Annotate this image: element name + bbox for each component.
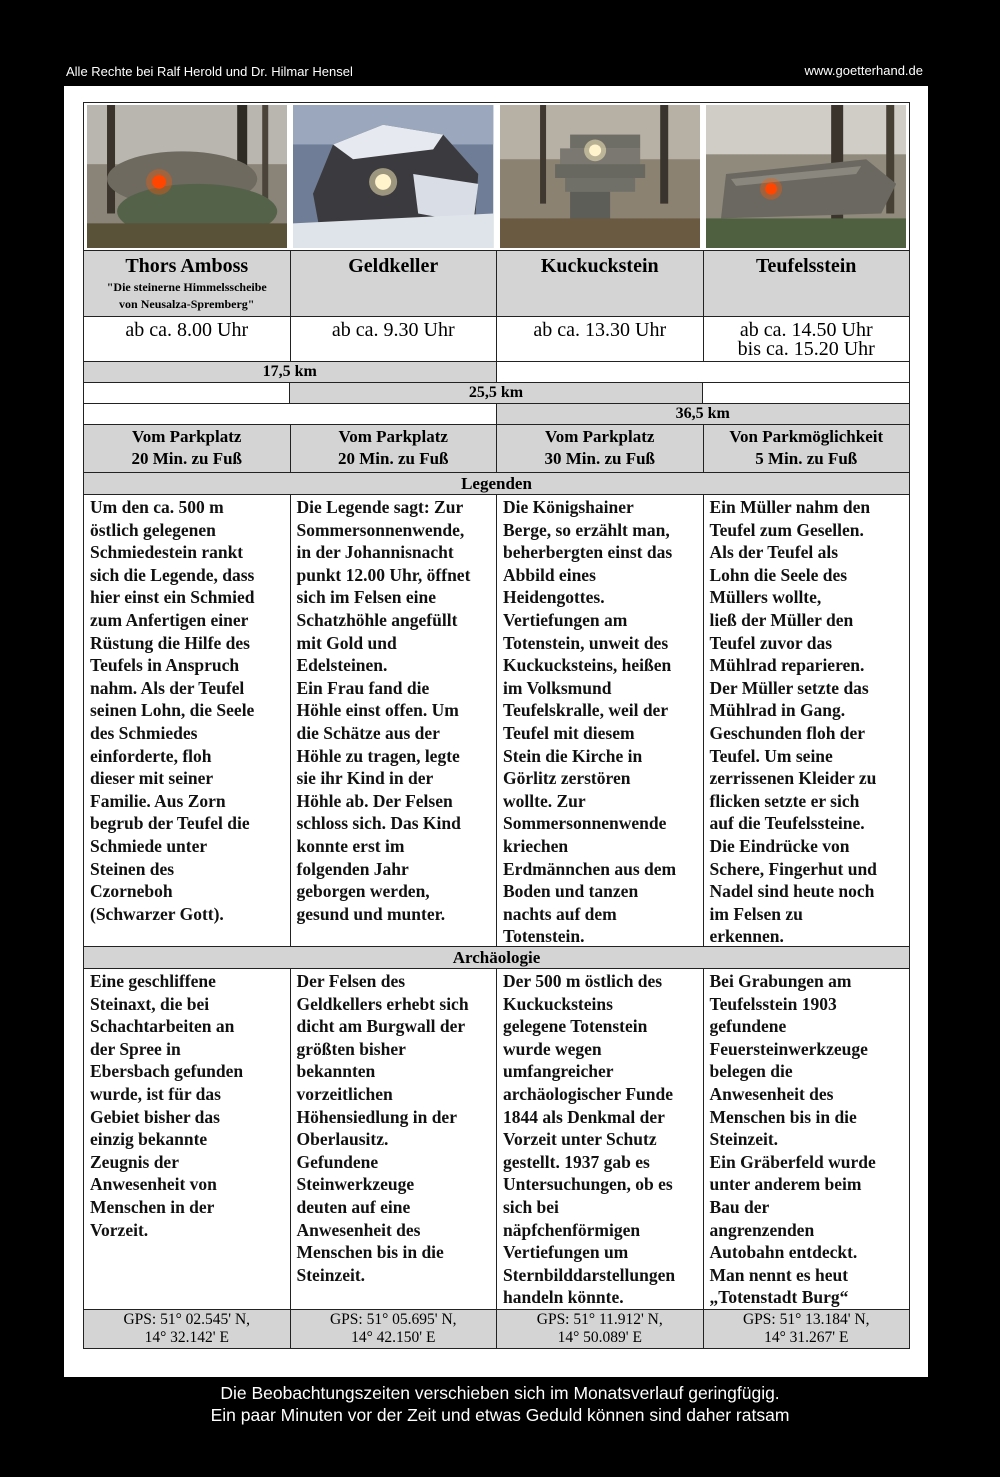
legend-line: Stein die Kirche in — [503, 745, 643, 766]
archaeology-line: gestellt. 1937 gab es — [503, 1151, 650, 1172]
legend-line: folgenden Jahr — [296, 858, 409, 879]
archaeology-line: Anwesenheit des — [709, 1083, 834, 1104]
legend-line: Teufel zuvor das — [709, 632, 833, 653]
distance-label: 25,5 km — [290, 383, 703, 403]
gps-line: GPS: 51° 11.912' N, — [536, 1311, 663, 1328]
legend-line: Ein Frau fand die — [296, 677, 430, 698]
legend-line: im Volksmund — [503, 677, 612, 698]
legend-line: Mühlrad reparieren. — [709, 655, 865, 676]
legend-line: Geschunden floh der — [709, 722, 866, 743]
archaeology-line: archäologischer Funde — [503, 1083, 673, 1104]
legend-line: die Schätze aus der — [296, 722, 440, 743]
legend-line: ließ der Müller den — [709, 609, 854, 630]
site-subtitle: von Neusalza-Spremberg" — [119, 297, 255, 311]
photo-thors-amboss — [87, 105, 287, 248]
walk-text: Von Parkmöglichkeit — [729, 427, 884, 446]
archaeology-line: belegen die — [709, 1061, 793, 1082]
archaeology-line: 1844 als Denkmal der — [503, 1106, 665, 1127]
time-text: ab ca. 8.00 Uhr — [125, 319, 249, 341]
archaeology-line: sich bei — [503, 1196, 559, 1217]
legend-line: auf die Teufelssteine. — [709, 813, 865, 834]
legend-line: Vertiefungen am — [503, 609, 628, 630]
archaeology-line: umfangreicher — [503, 1061, 614, 1082]
archaeology-line: angrenzenden — [709, 1219, 815, 1240]
legend-line: erkennen. — [709, 926, 784, 947]
section-heading-archaeology: Archäologie — [84, 947, 909, 969]
archaeology-line: Menschen bis in die — [709, 1106, 857, 1127]
walk-cell — [704, 425, 910, 472]
legend-cell — [291, 495, 498, 946]
archaeology-line: Autobahn entdeckt. — [709, 1242, 858, 1263]
archaeology-line: näpfchenförmigen — [503, 1219, 641, 1240]
legend-line: Czorneboh — [90, 881, 173, 902]
archaeology-cell — [84, 969, 291, 1309]
legend-line: Höhle zu tragen, legte — [296, 745, 460, 766]
time-text: ab ca. 14.50 Uhr — [739, 319, 873, 341]
legend-line: Edelsteinen. — [296, 655, 388, 676]
legend-line: Nadel sind heute noch — [709, 881, 875, 902]
archaeology-cell — [704, 969, 910, 1309]
gps-line: 14° 42.150' E — [351, 1329, 436, 1346]
archaeology-line: Anwesenheit von — [90, 1174, 217, 1195]
archaeology-line: Menschen bis in die — [296, 1242, 444, 1263]
distance-row-3 — [84, 404, 909, 425]
legend-line: (Schwarzer Gott). — [90, 903, 224, 924]
legend-line: sich die Legende, dass — [90, 564, 255, 585]
gps-cell — [497, 1310, 704, 1348]
legend-line: Die Eindrücke von — [709, 835, 850, 856]
walk-text: 20 Min. zu Fuß — [337, 449, 449, 468]
archaeology-row — [84, 969, 909, 1310]
legend-line: Um den ca. 500 m — [90, 497, 224, 517]
site-name: Kuckuckstein — [540, 255, 659, 277]
legend-line: Heidengottes. — [503, 587, 605, 608]
legend-line: Höhle einst offen. Um — [296, 700, 459, 721]
legend-line: Schmiedestein rankt — [90, 542, 244, 563]
site-name-cell — [497, 251, 704, 316]
legend-line: nachts auf dem — [503, 903, 617, 924]
legend-line: sie ihr Kind in der — [296, 768, 434, 789]
legend-line: punkt 12.00 Uhr, öffnet — [296, 564, 471, 585]
footer-note — [0, 1382, 1000, 1426]
time-cell — [704, 317, 910, 361]
distance-row-2 — [84, 383, 909, 404]
legend-line: nahm. Als der Teufel — [90, 677, 245, 698]
archaeology-line: Der Felsen des — [296, 971, 406, 991]
sites-table — [83, 102, 910, 1349]
site-name: Teufelsstein — [756, 255, 857, 277]
gps-cell — [291, 1310, 498, 1348]
archaeology-line: einzig bekannte — [90, 1129, 208, 1150]
archaeology-line: der Spree in — [90, 1038, 181, 1059]
archaeology-line: größten bisher — [296, 1038, 406, 1059]
legend-cell — [84, 495, 291, 946]
archaeology-line: Zeugnis der — [90, 1151, 179, 1172]
legend-line: Schatzhöhle angefüllt — [296, 609, 458, 630]
info-sheet — [64, 86, 928, 1377]
archaeology-line: wurde, ist für das — [90, 1083, 221, 1104]
legend-line: Schmiede unter — [90, 835, 208, 856]
legend-line: seinen Lohn, die Seele — [90, 700, 255, 721]
archaeology-line: Steinzeit. — [709, 1129, 779, 1150]
gps-line: 14° 32.142' E — [144, 1329, 229, 1346]
legend-line: Görlitz zerstören — [503, 768, 631, 789]
time-text: bis ca. 15.20 Uhr — [737, 338, 875, 360]
archaeology-line: Höhensiedlung in der — [296, 1106, 457, 1127]
times-row — [84, 317, 909, 362]
archaeology-line: Feuersteinwerkzeuge — [709, 1038, 868, 1059]
gps-line: GPS: 51° 05.695' N, — [329, 1311, 457, 1328]
time-text: ab ca. 9.30 Uhr — [331, 319, 455, 341]
gps-line: 14° 31.267' E — [764, 1329, 849, 1346]
footer-line: Ein paar Minuten vor der Zeit und etwas Geduld können sind daher ratsam — [210, 1405, 790, 1425]
legend-line: Abbild eines — [503, 564, 596, 585]
distance-label: 36,5 km — [497, 404, 910, 424]
archaeology-line: Vorzeit. — [90, 1219, 149, 1240]
legend-line: Boden und tanzen — [503, 881, 639, 902]
copyright-text: Alle Rechte bei Ralf Herold und Dr. Hilmar Hensel — [66, 64, 353, 79]
archaeology-line: gefundene — [709, 1016, 787, 1037]
walk-text: Vom Parkplatz — [545, 427, 655, 446]
legend-line: Teufels in Anspruch — [90, 655, 240, 676]
legend-line: östlich gelegenen — [90, 519, 216, 540]
archaeology-line: Geldkellers erhebt sich — [296, 993, 469, 1014]
site-names-row — [84, 251, 909, 317]
section-heading-legends: Legenden — [84, 473, 909, 495]
legend-line: Teufelskralle, weil der — [503, 700, 669, 721]
legend-line: begrub der Teufel die — [90, 813, 250, 834]
distance-label: 17,5 km — [84, 362, 497, 382]
gps-line: 14° 50.089' E — [557, 1329, 642, 1346]
legend-line: Familie. Aus Zorn — [90, 790, 226, 811]
archaeology-line: Teufelsstein 1903 — [709, 993, 837, 1014]
photo-row — [84, 103, 909, 251]
legend-line: geborgen werden, — [296, 881, 430, 902]
archaeology-line: Ebersbach gefunden — [90, 1061, 244, 1082]
legend-line: mit Gold und — [296, 632, 397, 653]
legend-line: hier einst ein Schmied — [90, 587, 255, 608]
archaeology-line: Oberlausitz. — [296, 1129, 389, 1150]
legends-row — [84, 495, 909, 947]
gps-cell — [84, 1310, 291, 1348]
site-name-cell — [291, 251, 498, 316]
legend-line: Lohn die Seele des — [709, 564, 848, 585]
archaeology-line: Untersuchungen, ob es — [503, 1174, 673, 1195]
legend-line: einforderte, floh — [90, 745, 212, 766]
walk-text: Vom Parkplatz — [338, 427, 448, 446]
legend-line: Höhle ab. Der Felsen — [296, 790, 453, 811]
legend-line: kriechen — [503, 835, 569, 856]
legend-line: Erdmännchen aus dem — [503, 858, 677, 879]
walk-text: 30 Min. zu Fuß — [544, 449, 656, 468]
legend-line: Kuckucksteins, heißen — [503, 655, 672, 676]
archaeology-cell — [291, 969, 498, 1309]
archaeology-line: Menschen in der — [90, 1196, 215, 1217]
legend-line: beherbergten einst das — [503, 542, 673, 563]
legend-line: in der Johannisnacht — [296, 542, 454, 563]
legend-line: Mühlrad in Gang. — [709, 700, 846, 721]
legend-line: wollte. Zur — [503, 790, 586, 811]
walk-row — [84, 425, 909, 473]
archaeology-line: dicht am Burgwall der — [296, 1016, 466, 1037]
legend-line: Berge, so erzählt man, — [503, 519, 670, 540]
archaeology-line: Steinzeit. — [296, 1264, 366, 1285]
site-name: Geldkeller — [348, 255, 439, 277]
site-name-cell — [84, 251, 291, 316]
archaeology-line: Man nennt es heut — [709, 1264, 849, 1285]
archaeology-line: unter anderem beim — [709, 1174, 862, 1195]
archaeology-line: Anwesenheit des — [296, 1219, 421, 1240]
legend-line: flicken setzte er sich — [709, 790, 860, 811]
archaeology-line: Ein Gräberfeld wurde — [709, 1151, 876, 1172]
site-name-cell — [704, 251, 910, 316]
archaeology-line: deuten auf eine — [296, 1196, 411, 1217]
legend-line: konnte erst im — [296, 835, 405, 856]
archaeology-line: Bei Grabungen am — [709, 971, 852, 991]
footer-line: Die Beobachtungszeiten verschieben sich im Monatsverlauf geringfügig. — [220, 1383, 780, 1403]
legend-line: Totenstein, unweit des — [503, 632, 669, 653]
legend-line: Müllers wollte, — [709, 587, 822, 608]
walk-cell — [497, 425, 704, 472]
legend-line: Teufel mit diesem — [503, 722, 635, 743]
legend-line: Schere, Fingerhut und — [709, 858, 877, 879]
archaeology-line: Der 500 m östlich des — [503, 971, 663, 991]
archaeology-line: gelegene Totenstein — [503, 1016, 648, 1037]
legend-line: Steinen des — [90, 858, 175, 879]
gps-line: GPS: 51° 02.545' N, — [123, 1311, 251, 1328]
photo-geldkeller — [293, 105, 493, 248]
legend-line: dieser mit seiner — [90, 768, 214, 789]
archaeology-line: Steinaxt, die bei — [90, 993, 210, 1014]
time-text: ab ca. 13.30 Uhr — [533, 319, 667, 341]
legend-line: Rüstung die Hilfe des — [90, 632, 250, 653]
archaeology-line: Eine geschliffene — [90, 971, 216, 991]
legend-cell — [497, 495, 704, 946]
gps-line: GPS: 51° 13.184' N, — [742, 1311, 870, 1328]
legend-line: Der Müller setzte das — [709, 677, 869, 698]
legend-line: des Schmiedes — [90, 722, 198, 743]
legend-line: Teufel. Um seine — [709, 745, 833, 766]
legend-line: Als der Teufel als — [709, 542, 839, 563]
legend-line: zum Anfertigen einer — [90, 609, 249, 630]
website-link[interactable]: www.goetterhand.de — [804, 63, 923, 78]
legend-line: sich im Felsen eine — [296, 587, 436, 608]
archaeology-line: Steinwerkzeuge — [296, 1174, 415, 1195]
legend-line: Totenstein. — [503, 926, 585, 947]
archaeology-line: bekannten — [296, 1061, 376, 1082]
legend-line: gesund und munter. — [296, 903, 446, 924]
walk-text: Vom Parkplatz — [132, 427, 242, 446]
site-subtitle: "Die steinerne Himmelsscheibe — [106, 280, 267, 294]
archaeology-line: Kuckucksteins — [503, 993, 613, 1014]
archaeology-cell — [497, 969, 704, 1309]
legend-line: Teufel zum Gesellen. — [709, 519, 864, 540]
walk-cell — [84, 425, 291, 472]
legend-line: Sommersonnenwende, — [296, 519, 465, 540]
archaeology-line: Sternbilddarstellungen — [503, 1264, 676, 1285]
photo-kuckuckstein — [500, 105, 700, 248]
legend-cell — [704, 495, 910, 946]
archaeology-line: Gefundene — [296, 1151, 379, 1172]
time-cell — [84, 317, 291, 361]
distance-row-1 — [84, 362, 909, 383]
archaeology-line: „Totenstadt Burg“ — [709, 1287, 849, 1308]
legend-line: zerrissenen Kleider zu — [709, 768, 877, 789]
legend-line: Ein Müller nahm den — [709, 497, 871, 517]
archaeology-line: Vorzeit unter Schutz — [503, 1129, 657, 1150]
archaeology-line: Bau der — [709, 1196, 770, 1217]
walk-text: 20 Min. zu Fuß — [131, 449, 243, 468]
archaeology-line: wurde wegen — [503, 1038, 602, 1059]
archaeology-line: Vertiefungen um — [503, 1242, 629, 1263]
walk-text: 5 Min. zu Fuß — [755, 449, 858, 468]
legend-line: schloss sich. Das Kind — [296, 813, 461, 834]
time-cell — [291, 317, 498, 361]
archaeology-line: Gebiet bisher das — [90, 1106, 220, 1127]
archaeology-line: Schachtarbeiten an — [90, 1016, 235, 1037]
time-cell — [497, 317, 704, 361]
photo-teufelsstein — [706, 105, 906, 248]
archaeology-line: vorzeitlichen — [296, 1083, 393, 1104]
gps-cell — [704, 1310, 910, 1348]
archaeology-line: handeln könnte. — [503, 1287, 624, 1308]
legend-line: Sommersonnenwende — [503, 813, 667, 834]
legend-line: Die Königshainer — [503, 497, 634, 517]
site-name: Thors Amboss — [125, 255, 249, 277]
walk-cell — [291, 425, 498, 472]
gps-row — [84, 1310, 909, 1348]
legend-line: im Felsen zu — [709, 903, 803, 924]
legend-line: Die Legende sagt: Zur — [296, 497, 464, 517]
